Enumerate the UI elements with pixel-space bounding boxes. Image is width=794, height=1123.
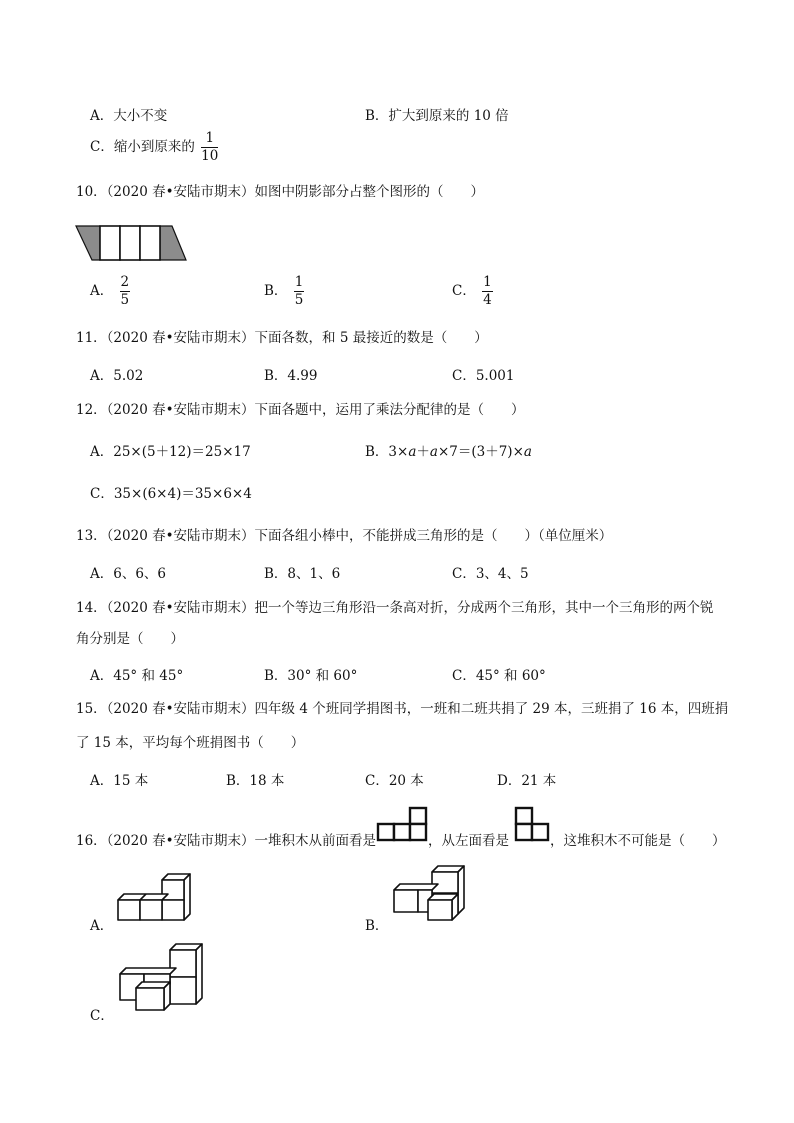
q10-option-c-fraction <box>482 276 493 307</box>
q16-option-c-cubes <box>116 942 206 1014</box>
q14-option-c: C．45° 和 60° <box>452 668 546 684</box>
q12-option-b-plus: ＋ <box>416 444 430 460</box>
q11-option-c: C．5.001 <box>452 368 515 384</box>
q16-front-view-figure <box>376 806 428 842</box>
q14-option-a: A．45° 和 45° <box>90 668 184 684</box>
q16-question-part3: ，这堆积木不可能是（ ） <box>550 833 726 849</box>
q15-question-line1: 15．（2020 春•安陆市期末）四年级 4 个班同学捐图书，一班和二班共捐了 29 本，三班捐了 16 本，四班捐 <box>76 701 729 717</box>
q16-option-a-label: A． <box>90 918 114 934</box>
q10-option-a <box>90 276 132 307</box>
q16-front-view-bottom-cell-1 <box>378 824 394 840</box>
q12-option-b <box>365 440 532 460</box>
q13-option-a: A．6、6、6 <box>90 566 167 582</box>
q9-option-c-text: C．缩小到原来的 <box>90 139 195 155</box>
q14-question-line2: 角分别是（ ） <box>76 631 184 647</box>
q12-question: 12．（2020 春•安陆市期末）下面各题中，运用了乘法分配律的是（ ） <box>76 402 525 418</box>
q10-option-c-label: C． <box>452 283 476 299</box>
q12-option-b-var2: a <box>429 444 438 460</box>
q10-cell-2 <box>120 226 140 260</box>
q10-option-c <box>452 276 495 307</box>
q12-option-b-var1: a <box>408 444 417 460</box>
q10-cell-3 <box>140 226 160 260</box>
q16-question-part1: 16．（2020 春•安陆市期末）一堆积木从前面看是 <box>76 833 377 849</box>
q16-front-view-top-cell <box>410 808 426 824</box>
q13-option-c: C．3、4、5 <box>452 566 529 582</box>
q9-option-b: B．扩大到原来的 10 倍 <box>365 108 509 124</box>
q10-option-c-denominator: 4 <box>483 291 492 308</box>
q16-left-view-top-cell <box>516 808 532 824</box>
q12-option-b-part2: ×7＝(3＋7)× <box>437 444 524 460</box>
q9-option-c-denominator: 10 <box>201 147 219 164</box>
q9-option-a: A．大小不变 <box>90 108 168 124</box>
q13-option-b: B．8、1、6 <box>264 566 341 582</box>
q12-option-b-part1: B．3× <box>365 444 409 460</box>
q15-option-a: A．15 本 <box>90 773 149 789</box>
q10-shaded-right <box>160 226 186 260</box>
q10-shaded-left <box>76 226 100 260</box>
q15-option-d: D．21 本 <box>497 773 557 789</box>
q16-option-b-label: B． <box>365 918 389 934</box>
q16-front-view-bottom-cell-2 <box>394 824 410 840</box>
q15-option-c: C．20 本 <box>365 773 424 789</box>
q10-option-a-label: A． <box>90 283 114 299</box>
q15-option-b: B．18 本 <box>226 773 285 789</box>
q12-option-b-var3: a <box>523 444 532 460</box>
q13-question: 13．（2020 春•安陆市期末）下面各组小棒中，不能拼成三角形的是（ ）（单位厘米） <box>76 528 613 544</box>
q16-option-a-cubes <box>116 872 196 924</box>
q11-option-b: B．4.99 <box>264 368 318 384</box>
q10-option-c-numerator: 1 <box>483 274 492 290</box>
q12-option-c: C．35×(6×4)＝35×6×4 <box>90 486 252 502</box>
q10-question: 10．（2020 春•安陆市期末）如图中阴影部分占整个图形的（ ） <box>76 184 485 200</box>
q10-option-b-label: B． <box>264 283 288 299</box>
q16-option-b-cubes <box>392 864 472 924</box>
q16-left-view-bottom-cell-2 <box>532 824 548 840</box>
q9-option-c-fraction <box>201 132 218 163</box>
q16-left-view-figure <box>514 806 550 842</box>
q16-front-view-bottom-cell-3 <box>410 824 426 840</box>
q9-option-c-numerator: 1 <box>201 132 218 148</box>
q10-option-b-fraction <box>294 276 305 307</box>
q10-option-a-fraction <box>120 276 131 307</box>
q10-option-b-numerator: 1 <box>294 274 304 290</box>
q9-option-c <box>90 132 220 163</box>
q10-option-a-denominator: 5 <box>120 291 130 308</box>
q16-option-c-label: C． <box>90 1008 114 1024</box>
q16-question-part2: ，从左面看是 <box>428 833 509 849</box>
q10-option-b-denominator: 5 <box>294 291 304 308</box>
q12-option-a: A．25×(5＋12)＝25×17 <box>90 444 251 460</box>
q10-option-a-numerator: 2 <box>120 274 130 290</box>
q10-parallelogram-figure <box>76 225 188 261</box>
q10-cell-1 <box>100 226 120 260</box>
q11-question: 11．（2020 春•安陆市期末）下面各数，和 5 最接近的数是（ ） <box>76 330 488 346</box>
q11-option-a: A．5.02 <box>90 368 144 384</box>
q10-option-b <box>264 276 306 307</box>
q15-question-line2: 了 15 本，平均每个班捐图书（ ） <box>76 735 305 751</box>
q14-option-b: B．30° 和 60° <box>264 668 358 684</box>
q16-left-view-bottom-cell-1 <box>516 824 532 840</box>
q14-question-line1: 14．（2020 春•安陆市期末）把一个等边三角形沿一条高对折，分成两个三角形，其中一个三角形的两个锐 <box>76 600 714 616</box>
